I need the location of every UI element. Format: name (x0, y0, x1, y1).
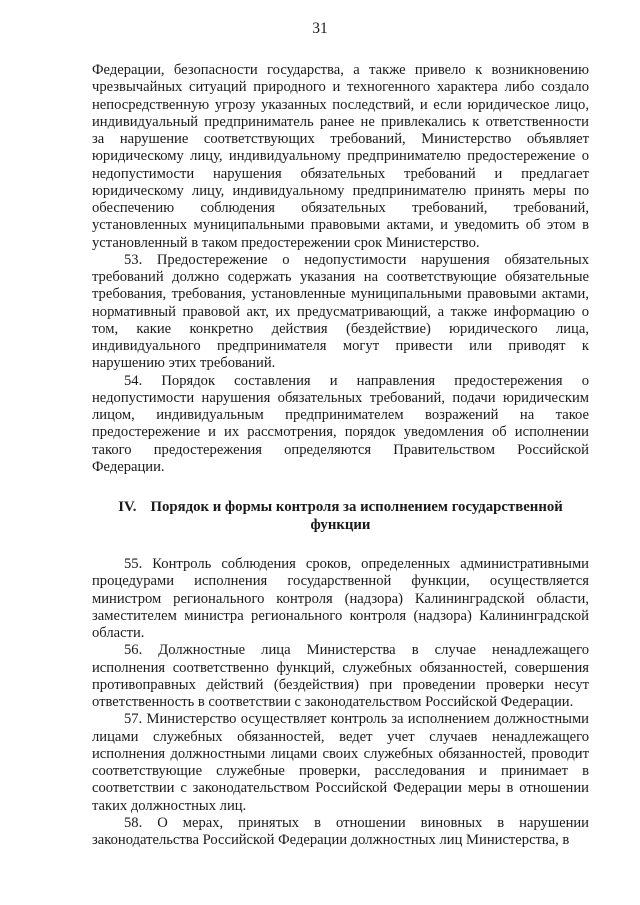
paragraph-53: 53. Предостережение о недопустимости нарушения обязательных требований должно содержать указания на соответствующие обязательные требования, требования, установленные муниципальными правовыми актами, нормативный правовой акт, их предусматривающий, а также информацию о том, какие конкретно действия (бездействие) юридического лица, индивидуального предпринимателя могут привести или приводят к нарушению этих требований. (92, 251, 589, 372)
paragraph-56: 56. Должностные лица Министерства в случае ненадлежащего исполнения соответственно функций, служебных обязанностей, совершения противоправных действий (бездействия) при проведении проверки несут ответственность в соответствии с законодательством Российской Федерации. (92, 642, 589, 710)
section-number: IV. (118, 499, 137, 515)
paragraph-continuation: Федерации, безопасности государства, а также привело к возникновению чрезвычайных ситуаций природного и техногенного характера либо создало непосредственную угрозу указанных последствий, и если юридическое лицо, индивидуальный предприниматель ранее не привлекались к ответственности за нарушение соответствующих требований, Министерство объявляет юридическому лицу, индивидуальному предпринимателю предостережение о недопустимости нарушения обязательных требований и предлагает юридическому лицу, индивидуальному предпринимателю принять меры по обеспечению соблюдения обязательных требований, требований, установленных муниципальными правовыми актами, и уведомить об этом в установленный в таком предостережении срок Министерство. (92, 62, 589, 251)
paragraph-54: 54. Порядок составления и направления предостережения о недопустимости нарушения обязательных требований, подачи юридическим лицом, индивидуальным предпринимателем возражений на такое предостережение и их рассмотрения, порядок уведомления об исполнении такого предостережения определяются Правительством Российской Федерации. (92, 372, 589, 475)
section-title: Порядок и формы контроля за исполнением государственной функции (150, 499, 563, 533)
document-body (92, 62, 589, 849)
page-number: 31 (312, 20, 328, 37)
paragraph-58: 58. О мерах, принятых в отношении виновных в нарушении законодательства Российской Федерации должностных лиц Министерства, в (92, 814, 589, 848)
paragraph-55: 55. Контроль соблюдения сроков, определенных административными процедурами исполнения государственной функции, осуществляется министром регионального контроля (надзора) Калининградской области, заместителем министра регионального контроля (надзора) Калининградской области. (92, 556, 589, 641)
paragraph-57: 57. Министерство осуществляет контроль за исполнением должностными лицами служебных обязанностей, ведет учет случаев ненадлежащего исполнения должностными лицами своих служебных обязанностей, проводит соответствующие служебные проверки, расследования и принимает в соответствии с законодательством Российской Федерации меры в отношении таких должностных лиц. (92, 711, 589, 814)
section-heading (92, 498, 589, 534)
